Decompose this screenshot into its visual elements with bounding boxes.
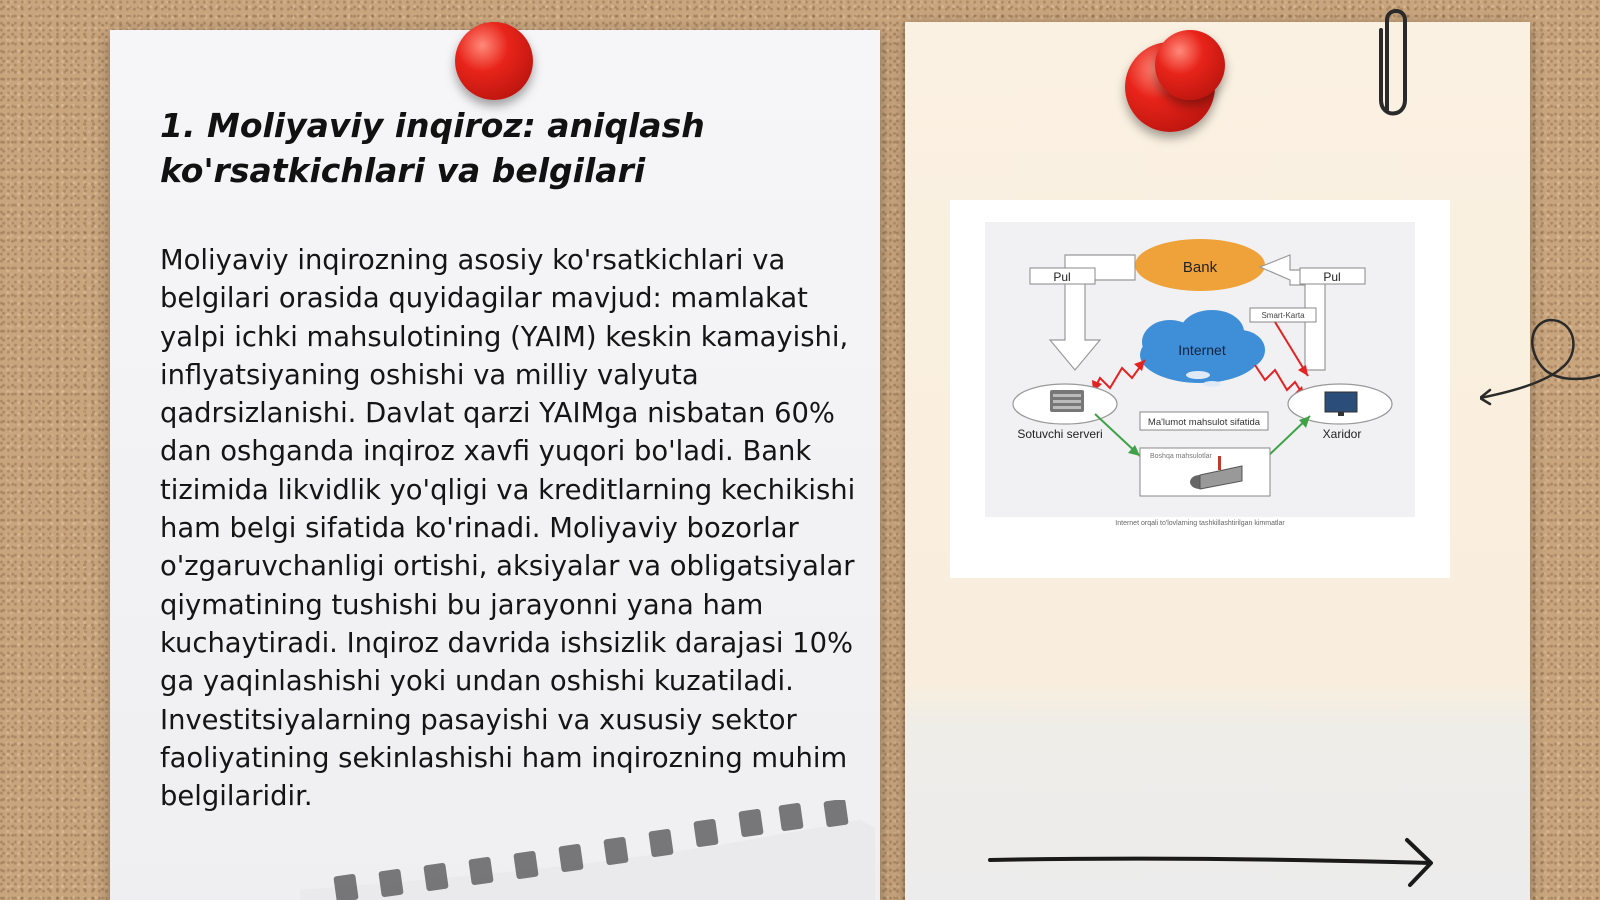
- bank-label: Bank: [1182, 259, 1218, 276]
- hand-drawn-loop-arrow-icon: [1480, 310, 1600, 410]
- seller-label: Sotuvchi serveri: [1017, 427, 1103, 441]
- red-pushpin-icon: [455, 22, 533, 100]
- diagram-graphics: [950, 200, 1450, 578]
- slide-body-text: Moliyaviy inqirozning asosiy ko'rsatkichlari va belgilari orasida quyidagilar mavjud: mamlakat yalpi ichki mahsulotining (YAIM) keskin kamayishi, inflyatsiyaning oshishi va milliy valyuta qadrsizlanishi. Davlat qarzi YAIMga nisbatan 60% dan oshganda inqiroz xavfi yuqori bo'ladi. Bank tizimida likvidlik yo'qligi va kreditlarning kechikishi ham belgi sifatida ko'rinadi. Moliyaviy bozorlar o'zgaruvchanligi ortishi, aksiyalar va obligatsiyalar qiymatining tushishi bu jarayonni yana ham kuchaytiradi. Inqiroz davrida ishsizlik darajasi 10% ga yaqinlashishi yoki undan oshishi kuzatiladi. Investitsiyalarning pasayishi va xususiy sektor faoliyatining sekinlashishi ham inqirozning muhim belgilaridir.: [160, 245, 856, 813]
- smart-card-label: Smart-Karta: [1261, 311, 1305, 320]
- internet-label: Internet: [1178, 342, 1226, 358]
- payment-diagram: [950, 200, 1450, 578]
- info-box-label: Ma'lumot mahsulot sifatida: [1147, 417, 1261, 428]
- red-pushpin-icon: [1155, 30, 1225, 100]
- pul-right-label: Pul: [1323, 270, 1341, 284]
- buyer-label: Xaridor: [1322, 427, 1362, 441]
- long-right-arrow-icon: [985, 835, 1445, 890]
- paperclip-icon: [1375, 0, 1415, 125]
- diagram-caption: Internet orqali to'lovlarning tashkillashtirilgan kimmatlar: [1115, 520, 1285, 527]
- monitor-icon: [1325, 392, 1357, 412]
- slide-title: 1. Moliyaviy inqiroz: aniqlash ko'rsatkichlari va belgilari: [160, 106, 705, 190]
- delivery-label: Boshqa mahsulotlar: [1150, 453, 1212, 460]
- pul-left-label: Pul: [1053, 270, 1071, 284]
